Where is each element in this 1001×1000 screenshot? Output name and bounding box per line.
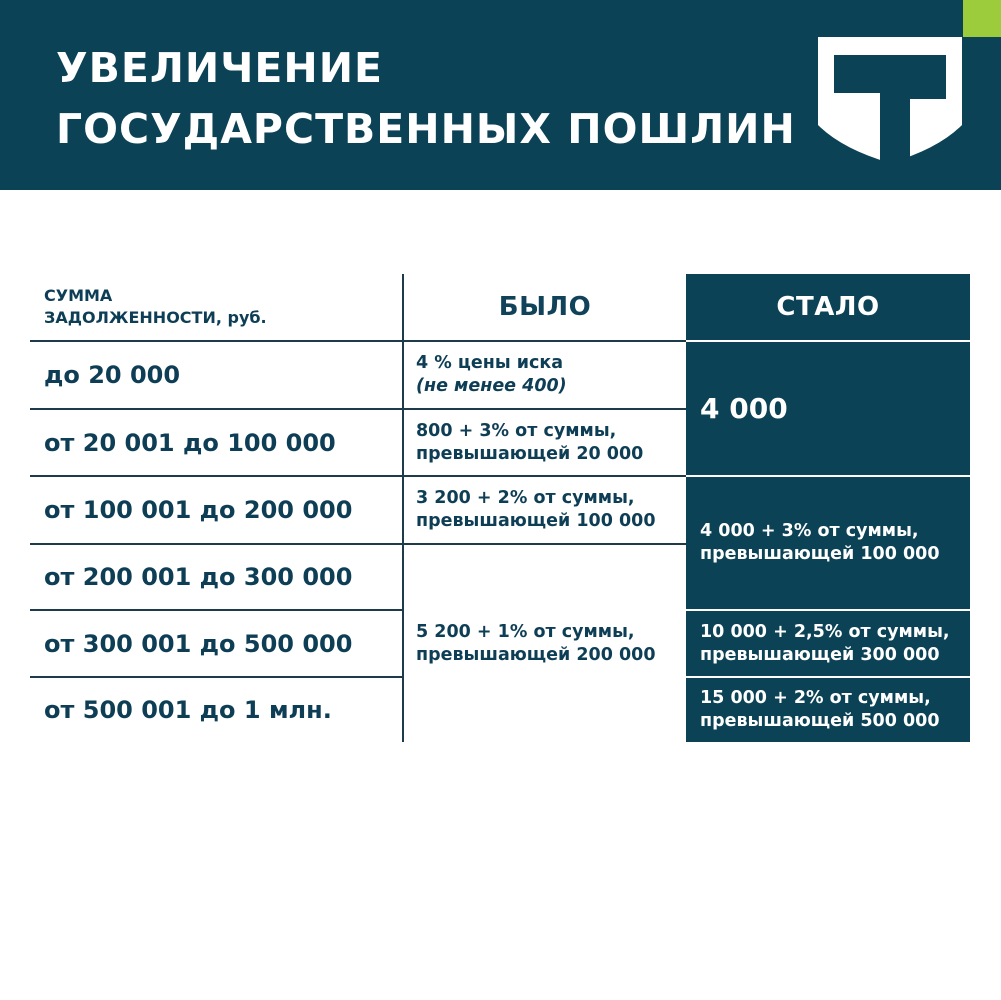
accent-square	[963, 0, 1001, 37]
was-cell-2-line1: 800 + 3% от суммы,	[416, 420, 617, 441]
was-cell-4-line2: превышающей 200 000	[416, 644, 656, 665]
was-cell-3	[404, 477, 686, 543]
row-debt-3: от 100 001 до 200 000	[44, 496, 353, 524]
was-cell-2	[404, 410, 686, 475]
was-cell-2-line2: превышающей 20 000	[416, 443, 644, 464]
row-debt-5: от 300 001 до 500 000	[44, 629, 353, 658]
now-cell-2-line2: превышающей 100 000	[700, 544, 940, 564]
header-col-debt-line1: СУММА	[44, 286, 113, 305]
header-col-now: СТАЛО	[686, 274, 970, 340]
was-cell-1-line1: 4 % цены иска	[416, 353, 564, 373]
header-col-debt	[30, 274, 402, 340]
dark-row-divider	[686, 340, 970, 342]
was-cell-3-line2: превышающей 100 000	[416, 511, 656, 531]
row-debt-1: до 20 000	[44, 361, 181, 389]
title-line-1: УВЕЛИЧЕНИЕ	[56, 44, 384, 92]
column-divider	[402, 274, 404, 742]
shield-logo-icon	[818, 37, 962, 163]
now-cell-3-line1: 10 000 + 2,5% от суммы,	[700, 621, 950, 642]
was-cell-4	[404, 545, 686, 742]
now-cell-4-line2: превышающей 500 000	[700, 711, 940, 731]
row-divider	[30, 609, 402, 611]
now-cell-2-line1: 4 000 + 3% от суммы,	[700, 521, 919, 541]
row-divider	[30, 676, 402, 678]
was-cell-4-line1: 5 200 + 1% от суммы,	[416, 621, 635, 642]
dark-row-divider	[686, 475, 970, 477]
was-cell-1	[404, 342, 686, 408]
header-banner	[0, 0, 1001, 190]
title-line-2: ГОСУДАРСТВЕННЫХ ПОШЛИН	[56, 105, 796, 153]
row-debt-2: от 20 001 до 100 000	[44, 428, 336, 457]
dark-row-divider	[686, 676, 970, 678]
row-divider	[30, 408, 686, 410]
row-debt-4: от 200 001 до 300 000	[44, 563, 353, 591]
was-cell-1-line2: (не менее 400)	[416, 376, 567, 396]
now-cell-1: 4 000	[686, 342, 970, 475]
now-cell-2	[686, 477, 970, 609]
now-cell-3-line2: превышающей 300 000	[700, 644, 940, 665]
now-cell-4	[686, 678, 970, 742]
header-col-was: БЫЛО	[498, 292, 592, 322]
page-title	[56, 38, 796, 160]
was-cell-3-line1: 3 200 + 2% от суммы,	[416, 488, 635, 508]
now-cell-3	[686, 611, 970, 676]
dark-row-divider	[686, 609, 970, 611]
header-col-debt-line2: ЗАДОЛЖЕННОСТИ, руб.	[44, 308, 267, 327]
now-cell-4-line1: 15 000 + 2% от суммы,	[700, 688, 931, 708]
row-divider	[30, 475, 686, 477]
row-debt-6: от 500 001 до 1 млн.	[44, 696, 332, 724]
row-divider	[30, 543, 686, 545]
row-divider	[30, 340, 686, 342]
